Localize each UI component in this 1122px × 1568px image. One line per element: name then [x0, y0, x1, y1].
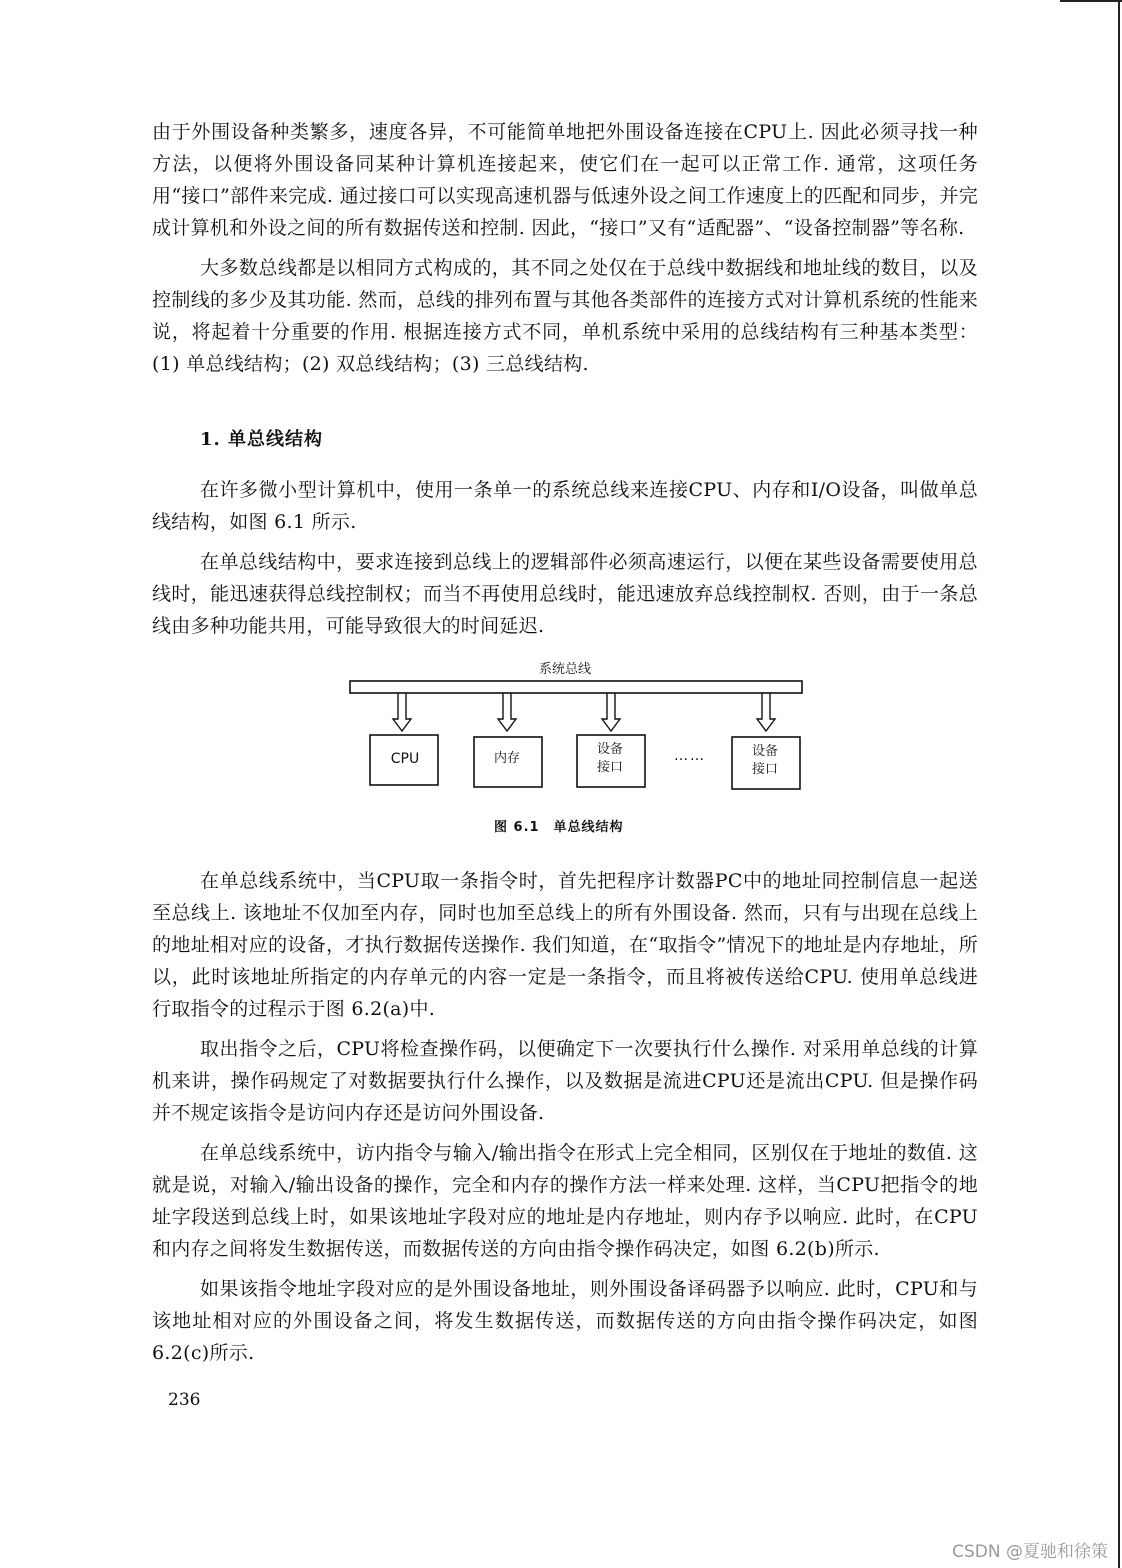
bus-connector-device-2 — [757, 693, 775, 731]
paragraph-single-bus-def: 在许多微小型计算机中，使用一条单一的系统总线来连接CPU、内存和I/O设备，叫做单总线结构，如图 6.1 所示. — [152, 479, 978, 533]
csdn-watermark: CSDN @夏驰和徐策 — [952, 1542, 1108, 1562]
system-bus-label: 系统总线 — [538, 662, 591, 677]
paragraph-fetch: 在单总线系统中，当CPU取一条指令时，首先把程序计数器PC中的地址同控制信息一起送至总线上. 该地址不仅加至内存，同时也加至总线上的所有外围设备. 然而，只有与出现在总线上的地址相对应的设备，才执行数据传送操作. 我们知道，在“取指令”情况下的地址是内存地址，所以，此时该地址所指定的内存单元的内容一定是一条指令，而且将被传送给CPU. 使用单总线进行取指令的过程示于图 6.2(a)中. — [152, 870, 978, 1020]
memory-label: 内存 — [493, 751, 520, 766]
paragraph-peripheral: 如果该指令地址字段对应的是外围设备地址，则外围设备译码器予以响应. 此时，CPU和与该地址相对应的外围设备之间，将发生数据传送，而数据传送的方向由指令操作码决定，如图 6.2(c)所示. — [152, 1278, 978, 1364]
figure-caption: 图 6.1 单总线结构 — [494, 820, 624, 835]
interface-label-line: 接口 — [751, 762, 778, 777]
intro-section — [152, 116, 978, 388]
page-border-top — [1060, 0, 1122, 2]
bus-connector-memory — [498, 693, 516, 731]
system-bus-bar — [350, 681, 802, 693]
single-bus-diagram — [340, 655, 810, 835]
paragraph-interface: 由于外围设备种类繁多，速度各异，不可能简单地把外围设备连接在CPU上. 因此必须寻找一种方法，以便将外围设备同某种计算机连接起来，使它们在一起可以正常工作. 通常，这项任务用“接口”部件来完成. 通过接口可以实现高速机器与低速外设之间工作速度上的匹配和同步，并完成计算机和外设之间的所有数据传送和控制. 因此，“接口”又有“适配器”、“设备控制器”等名称. — [152, 121, 978, 239]
diagram-graphics — [340, 655, 810, 815]
bus-connector-device-1 — [602, 693, 620, 731]
paragraph-bus-types: 大多数总线都是以相同方式构成的，其不同之处仅在于总线中数据线和地址线的数目，以及控制线的多少及其功能. 然而，总线的排列布置与其他各类部件的连接方式对计算机系统的性能来说，将起着十分重要的作用. 根据连接方式不同，单机系统中采用的总线结构有三种基本类型：(1) 单总线结构；(2) 双总线结构；(3) 三总线结构. — [152, 257, 978, 375]
operation-section — [152, 865, 978, 1377]
section-heading: 1. 单总线结构 — [200, 429, 324, 450]
interface-label-line: 接口 — [596, 760, 623, 775]
page-number: 236 — [168, 1390, 201, 1410]
device-label-line: 设备 — [596, 742, 623, 757]
paragraph-single-bus-speed: 在单总线结构中，要求连接到总线上的逻辑部件必须高速运行，以便在某些设备需要使用总线时，能迅速获得总线控制权；而当不再使用总线时，能迅速放弃总线控制权. 否则，由于一条总线由多种功能共用，可能导致很大的时间延迟. — [152, 551, 978, 637]
page-border-right — [1118, 0, 1120, 1568]
cpu-label: CPU — [390, 751, 420, 767]
ellipsis: …… — [674, 748, 706, 764]
device-interface-label-1 — [577, 741, 643, 777]
device-label-line: 设备 — [751, 744, 778, 759]
single-bus-section — [152, 474, 978, 650]
bus-connector-cpu — [393, 693, 411, 731]
paragraph-memory-io: 在单总线系统中，访内指令与输入/输出指令在形式上完全相同，区别仅在于地址的数值. 这就是说，对输入/输出设备的操作，完全和内存的操作方法一样来处理. 这样，当CPU把指令的地址字段送到总线上时，如果该地址字段对应的地址是内存地址，则内存予以响应. 此时，在CPU和内存之间将发生数据传送，而数据传送的方向由指令操作码决定，如图 6.2(b)所示. — [152, 1142, 978, 1260]
device-interface-label-2 — [732, 743, 798, 779]
paragraph-opcode: 取出指令之后，CPU将检查操作码，以便确定下一次要执行什么操作. 对采用单总线的计算机来讲，操作码规定了对数据要执行什么操作，以及数据是流进CPU还是流出CPU. 但是操作码并不规定该指令是访问内存还是访问外围设备. — [152, 1038, 978, 1124]
